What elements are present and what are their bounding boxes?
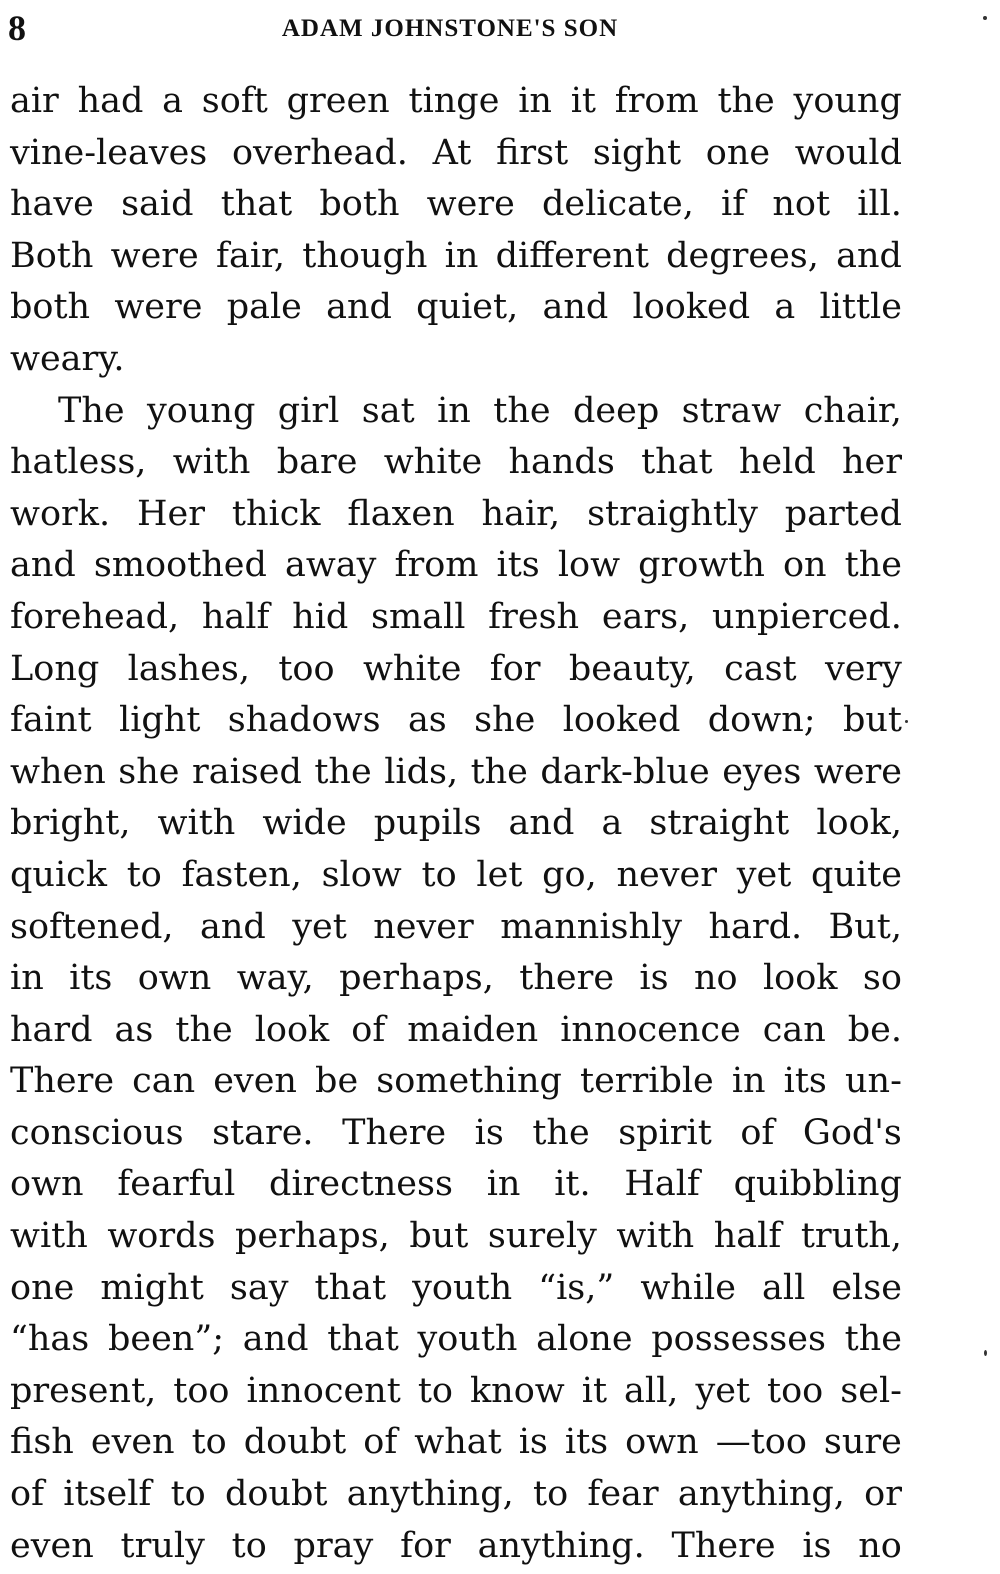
word: words — [107, 1216, 216, 1257]
word: sel- — [840, 1370, 902, 1411]
text-line — [10, 747, 902, 799]
text-line — [10, 334, 902, 386]
text-line — [10, 128, 902, 180]
text-line — [10, 850, 902, 902]
word: its — [69, 958, 113, 999]
word: one — [705, 132, 771, 173]
word: else — [831, 1267, 902, 1308]
word: spirit — [618, 1112, 712, 1153]
word: in — [731, 1061, 766, 1102]
word: There — [671, 1525, 776, 1566]
word: go, — [542, 854, 597, 895]
text-line — [10, 540, 902, 592]
word: might — [100, 1267, 204, 1308]
word: soft — [201, 81, 268, 121]
word: possesses — [651, 1319, 826, 1360]
word: hands — [508, 442, 615, 483]
word: know — [469, 1370, 565, 1411]
word: growth — [638, 545, 765, 586]
text-line — [10, 1263, 902, 1315]
word: the — [470, 751, 528, 792]
word: doubt — [243, 1422, 347, 1463]
word: smoothed — [93, 545, 267, 586]
word: looked — [632, 287, 751, 328]
word: of — [363, 1422, 398, 1463]
word: delicate, — [541, 184, 694, 225]
word: fair, — [216, 235, 286, 276]
word: her — [842, 442, 902, 483]
word: from — [394, 545, 479, 586]
word: deep — [573, 390, 660, 431]
word: low — [557, 545, 621, 586]
word: the — [844, 1319, 902, 1360]
word: let — [476, 854, 523, 895]
word: own — [625, 1422, 699, 1463]
word: youth — [417, 1319, 518, 1360]
word: while — [640, 1267, 736, 1308]
word: alone — [536, 1319, 633, 1360]
word: in — [444, 235, 479, 276]
word: to — [191, 1422, 227, 1463]
word: the — [532, 1112, 590, 1153]
word: were — [426, 184, 515, 225]
body-text — [10, 76, 902, 1572]
word: forehead, — [10, 596, 180, 637]
text-line — [10, 798, 902, 850]
word: the — [717, 81, 775, 121]
word: for — [400, 1525, 451, 1566]
text-line — [10, 644, 902, 696]
word: of — [10, 1474, 45, 1515]
text-line — [10, 1159, 902, 1211]
text-line — [10, 437, 902, 489]
word: of — [351, 1009, 386, 1050]
text-line — [10, 902, 902, 954]
word: There — [10, 1061, 115, 1102]
word: weary. — [10, 338, 125, 379]
word: in — [518, 81, 552, 121]
word: eyes — [722, 751, 802, 792]
word: unpierced. — [711, 596, 902, 637]
word: as — [407, 700, 447, 741]
word: air — [10, 81, 59, 121]
word: ill. — [857, 184, 902, 225]
word: the — [493, 390, 551, 431]
word: something — [376, 1061, 562, 1102]
word: ears, — [601, 596, 690, 637]
word: for — [489, 648, 541, 689]
word: but — [409, 1216, 469, 1257]
word: away — [284, 545, 377, 586]
word: fresh — [488, 596, 580, 637]
word: bare — [276, 442, 358, 483]
word: never — [616, 854, 717, 895]
word: had — [77, 81, 144, 121]
word: way, — [236, 958, 314, 999]
word: or — [864, 1474, 902, 1515]
word: youth — [412, 1267, 513, 1308]
word: would — [794, 132, 902, 173]
word: and — [242, 1319, 309, 1360]
word: green — [286, 81, 390, 121]
word: too — [767, 1370, 824, 1411]
word: to — [533, 1474, 569, 1515]
word: But, — [828, 906, 902, 947]
word: all — [762, 1267, 806, 1308]
word: be. — [847, 1009, 902, 1050]
word: its — [496, 545, 540, 586]
word: hard. — [708, 906, 803, 947]
word: The — [58, 390, 125, 431]
word: even — [90, 1422, 175, 1463]
word: half — [713, 1216, 782, 1257]
word: shadows — [227, 700, 381, 741]
word: on — [782, 545, 827, 586]
word: present, — [10, 1370, 157, 1411]
text-line — [10, 592, 902, 644]
word: different — [495, 235, 649, 276]
word: yet — [695, 1370, 751, 1411]
word: there — [519, 958, 615, 999]
word: sat — [361, 390, 415, 431]
scan-speck — [905, 720, 908, 723]
word: —too — [715, 1422, 807, 1463]
word: dark-blue — [540, 751, 710, 792]
word: lids, — [384, 751, 459, 792]
word: own — [137, 958, 212, 999]
word: hard — [10, 1009, 93, 1050]
word: it — [570, 81, 596, 121]
word: to — [170, 1474, 206, 1515]
word: a — [162, 81, 184, 121]
word: all, — [624, 1370, 679, 1411]
word: Long — [10, 648, 100, 689]
word: its — [783, 1061, 827, 1102]
word: white — [362, 648, 462, 689]
word: to — [126, 854, 162, 895]
word: to — [421, 854, 457, 895]
word: pray — [293, 1525, 374, 1566]
word: directness — [269, 1164, 453, 1205]
word: were — [813, 751, 902, 792]
word: even — [213, 1061, 297, 1102]
word: its — [564, 1422, 609, 1463]
text-line — [10, 76, 902, 128]
text-line — [10, 1005, 902, 1057]
word: fish — [10, 1422, 74, 1463]
word: is — [802, 1525, 832, 1566]
scan-speck — [983, 16, 987, 20]
word: and — [836, 235, 902, 276]
word: softened, — [10, 906, 174, 947]
word: pale — [226, 287, 302, 328]
text-line — [10, 1521, 902, 1573]
word: of — [740, 1112, 775, 1153]
word: in — [437, 390, 471, 431]
word: bright, — [10, 803, 131, 844]
word: when — [10, 751, 106, 792]
word: and — [508, 803, 575, 844]
word: said — [121, 184, 194, 225]
word: Both — [10, 235, 94, 276]
word: perhaps, — [235, 1216, 390, 1257]
word: innocence — [560, 1009, 741, 1050]
running-title: ADAM JOHNSTONE'S SON — [281, 15, 619, 42]
word: from — [614, 81, 699, 121]
word: a — [601, 803, 623, 844]
word: the — [844, 545, 902, 586]
word: in — [10, 958, 44, 999]
word: to — [231, 1525, 267, 1566]
word: been”; — [107, 1319, 225, 1360]
word: There — [342, 1112, 447, 1153]
text-line — [10, 695, 902, 747]
word: chair, — [803, 390, 902, 431]
word: stare. — [212, 1112, 314, 1153]
word: that — [220, 184, 293, 225]
word: “is,” — [538, 1267, 615, 1308]
word: and — [200, 906, 266, 947]
word: one — [10, 1267, 75, 1308]
word: pupils — [373, 803, 482, 844]
text-line — [10, 386, 902, 438]
word: with — [157, 803, 236, 844]
word: terrible — [580, 1061, 714, 1102]
word: as — [114, 1009, 154, 1050]
word: is — [474, 1112, 504, 1153]
word: can — [132, 1061, 196, 1102]
word: flaxen — [347, 493, 455, 534]
word: fasten, — [181, 854, 302, 895]
word: sure — [823, 1422, 902, 1463]
word: no — [858, 1525, 902, 1566]
word: cast — [724, 648, 797, 689]
word: what — [414, 1422, 502, 1463]
word: in — [486, 1164, 521, 1205]
text-line — [10, 1469, 902, 1521]
word: were — [114, 287, 203, 328]
word: quick — [10, 854, 107, 895]
word: that — [641, 442, 713, 483]
word: quibbling — [733, 1164, 902, 1205]
word: fear — [587, 1474, 659, 1515]
word: look, — [816, 803, 902, 844]
word: God's — [802, 1112, 902, 1153]
page-number: 8 — [8, 8, 26, 48]
word: yet — [736, 854, 792, 895]
word: she — [118, 751, 180, 792]
word: that — [314, 1267, 387, 1308]
word: though — [302, 235, 428, 276]
word: is — [639, 958, 669, 999]
word: too — [278, 648, 335, 689]
word: no — [693, 958, 738, 999]
word: to — [417, 1370, 453, 1411]
word: hair, — [481, 493, 561, 534]
word: wide — [262, 803, 347, 844]
word: truly — [120, 1525, 205, 1566]
word: yet — [292, 906, 347, 947]
text-line — [10, 1366, 902, 1418]
word: never — [373, 906, 474, 947]
word: she — [474, 700, 536, 741]
word: not — [772, 184, 831, 225]
text-line — [10, 489, 902, 541]
word: young — [147, 390, 256, 431]
word: it. — [554, 1164, 591, 1205]
word: innocent — [246, 1370, 401, 1411]
word: very — [824, 648, 902, 689]
word: say — [229, 1267, 289, 1308]
word: with — [10, 1216, 88, 1257]
word: “has — [10, 1319, 90, 1360]
word: surely — [487, 1216, 597, 1257]
text-line — [10, 1314, 902, 1366]
word: At — [432, 132, 472, 173]
word: fearful — [117, 1164, 236, 1205]
word: overhead. — [231, 132, 408, 173]
word: even — [10, 1525, 94, 1566]
word: tinge — [408, 81, 500, 121]
word: lashes, — [127, 648, 250, 689]
word: small — [371, 596, 466, 637]
text-line — [10, 282, 902, 334]
text-line — [10, 231, 902, 283]
word: half — [201, 596, 270, 637]
word: conscious — [10, 1112, 184, 1153]
word: hid — [292, 596, 349, 637]
word: have — [10, 184, 94, 225]
word: Half — [624, 1164, 700, 1205]
word: light — [119, 700, 201, 741]
word: doubt — [224, 1474, 328, 1515]
word: both — [10, 287, 91, 328]
word: look — [254, 1009, 330, 1050]
word: faint — [10, 700, 92, 741]
word: Her — [137, 493, 205, 534]
word: quite — [811, 854, 902, 895]
word: the — [314, 751, 372, 792]
word: be — [315, 1061, 359, 1102]
word: straw — [681, 390, 782, 431]
word: so — [862, 958, 902, 999]
word: young — [793, 81, 902, 121]
text-line — [10, 179, 902, 231]
word: a — [774, 287, 796, 328]
word: with — [172, 442, 251, 483]
word: is — [518, 1422, 548, 1463]
word: raised — [191, 751, 302, 792]
word: can — [762, 1009, 826, 1050]
word: anything. — [477, 1525, 645, 1566]
word: thick — [231, 493, 321, 534]
word: look — [762, 958, 838, 999]
word: white — [383, 442, 483, 483]
word: anything, — [346, 1474, 514, 1515]
word: anything, — [677, 1474, 845, 1515]
word: girl — [277, 390, 340, 431]
text-line — [10, 953, 902, 1005]
word: straightly — [587, 493, 758, 534]
word: held — [738, 442, 816, 483]
word: the — [175, 1009, 233, 1050]
word: slow — [321, 854, 402, 895]
word: straight — [649, 803, 790, 844]
word: un- — [844, 1061, 902, 1102]
word: that — [327, 1319, 399, 1360]
word: mannishly — [500, 906, 682, 947]
text-line — [10, 1417, 902, 1469]
word: and — [10, 545, 76, 586]
scan-speck — [984, 1350, 987, 1356]
word: sight — [592, 132, 682, 173]
word: down; — [707, 700, 816, 741]
word: quiet, — [416, 287, 519, 328]
word: parted — [784, 493, 902, 534]
word: and — [326, 287, 392, 328]
text-line — [10, 1211, 902, 1263]
word: perhaps, — [339, 958, 494, 999]
word: itself — [63, 1474, 152, 1515]
word: too — [173, 1370, 230, 1411]
word: both — [319, 184, 400, 225]
word: truth, — [800, 1216, 902, 1257]
word: first — [496, 132, 569, 173]
word: little — [819, 287, 902, 328]
word: if — [721, 184, 746, 225]
word: hatless, — [10, 442, 147, 483]
word: maiden — [407, 1009, 539, 1050]
word: work. — [10, 493, 111, 534]
word: it — [581, 1370, 608, 1411]
text-line — [10, 1056, 902, 1108]
word: but — [842, 700, 902, 741]
word: degrees, — [666, 235, 819, 276]
word: looked — [562, 700, 681, 741]
word: and — [542, 287, 609, 328]
word: with — [616, 1216, 695, 1257]
word: were — [110, 235, 199, 276]
word: vine-leaves — [10, 132, 208, 173]
text-line — [10, 1108, 902, 1160]
word: own — [10, 1164, 84, 1205]
word: beauty, — [568, 648, 696, 689]
